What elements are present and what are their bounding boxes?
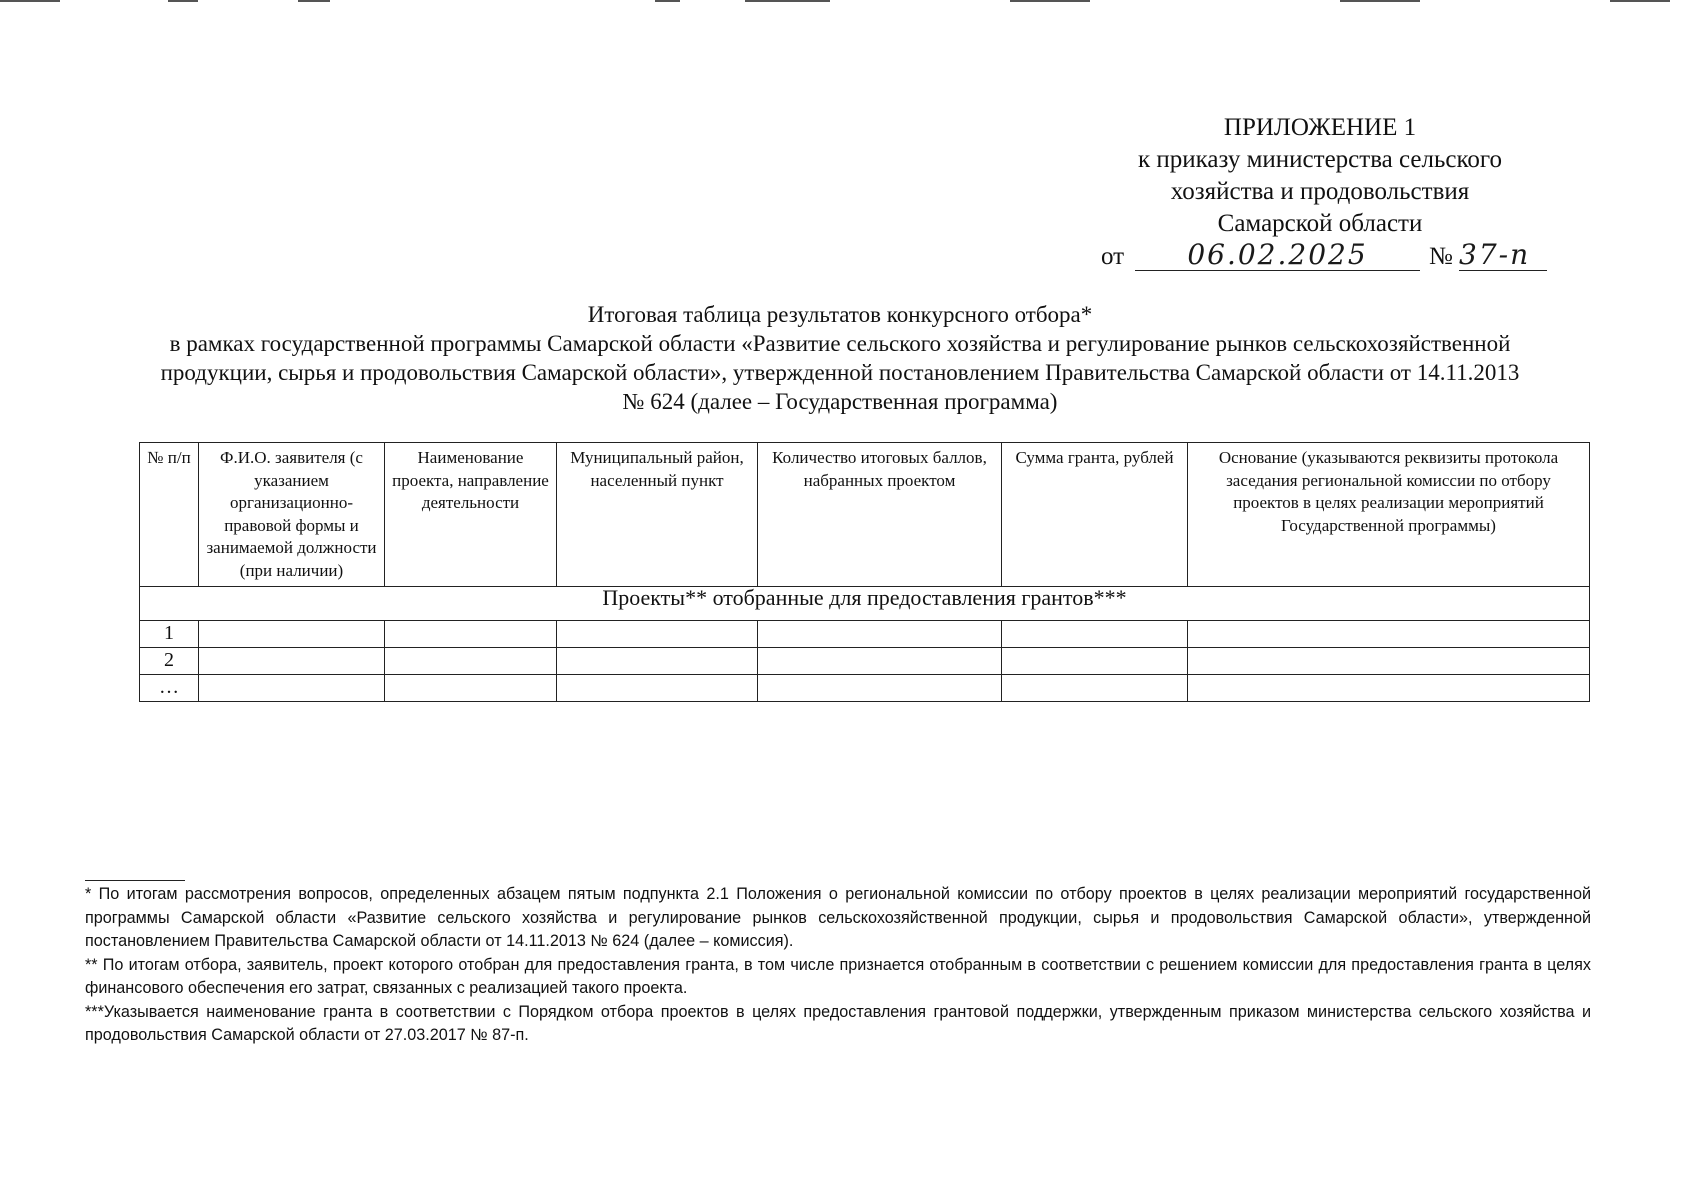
table-cell (1188, 621, 1590, 648)
scan-artifact (298, 0, 330, 2)
table-cell (1002, 648, 1188, 675)
column-header-number: № п/п (140, 443, 199, 587)
appendix-line: к приказу министерства сельского (1137, 146, 1502, 173)
appendix-line: хозяйства и продовольствия (1170, 178, 1470, 205)
scan-artifact (0, 0, 60, 2)
document-heading (100, 300, 1580, 416)
table-row (140, 675, 1590, 702)
scan-artifact (1340, 0, 1420, 2)
appendix-title: ПРИЛОЖЕНИЕ 1 (1223, 114, 1417, 141)
table-cell (199, 621, 385, 648)
heading-line: в рамках государственной программы Самарской области «Развитие сельского хозяйства и регулирование рынков сельскохозяйственной (169, 331, 1511, 356)
footnotes (85, 880, 1591, 1048)
table-header-row (140, 443, 1590, 587)
table-cell (199, 675, 385, 702)
date-label: от (1101, 243, 1125, 270)
column-header-basis: Основание (указываются реквизиты протокола заседания региональной комиссии по отбору проектов в целях реализации мероприятий Государственной программы) (1188, 443, 1590, 587)
table-cell (758, 675, 1002, 702)
table-cell (1002, 621, 1188, 648)
handwritten-date: 06.02.2025 (1135, 240, 1420, 271)
row-number: 2 (140, 648, 199, 675)
section-row (140, 587, 1590, 621)
results-table (139, 442, 1590, 702)
table-row (140, 621, 1590, 648)
number-label: № (1429, 243, 1453, 270)
footnote-3: ***Указывается наименование гранта в соответствии с Порядком отбора проектов в целях предоставления грантовой поддержки, утвержденным приказом министерства сельского хозяйства и продовольствия Самарской области от 27.03.2017 № 87-п. (85, 1002, 1591, 1044)
table-cell (1188, 675, 1590, 702)
section-title: Проекты** отобранные для предоставления грантов*** (140, 587, 1590, 621)
footnote-1: * По итогам рассмотрения вопросов, определенных абзацем пятым подпункта 2.1 Положения о региональной комиссии по отбору проектов в целях реализации мероприятий государственной программы Самарской области «Развитие сельского хозяйства и регулирование рынков сельскохозяйственной продукции, сырья и продовольствия Самарской области», утвержденной постановлением Правительства Самарской области от 14.11.2013 № 624 (далее – комиссия). (85, 885, 1591, 950)
scan-artifact (745, 0, 830, 2)
table-cell (1002, 675, 1188, 702)
table-cell (758, 621, 1002, 648)
order-date-number-line (1101, 240, 1571, 274)
heading-title: Итоговая таблица результатов конкурсного отбора* (587, 302, 1093, 327)
column-header-district: Муниципальный район, населенный пункт (557, 443, 758, 587)
heading-line: продукции, сырья и продовольствия Самарской области», утвержденной постановлением Правительства Самарской области от 14.11.2013 (160, 360, 1520, 385)
footnote-separator (85, 880, 185, 881)
column-header-applicant: Ф.И.О. заявителя (с указанием организационно-правовой формы и занимаемой должности (при наличии) (199, 443, 385, 587)
scan-artifact (1610, 0, 1670, 2)
scan-artifact (168, 0, 198, 2)
row-number: 1 (140, 621, 199, 648)
table-cell (557, 675, 758, 702)
table-cell (199, 648, 385, 675)
scan-artifact (655, 0, 680, 2)
column-header-score: Количество итоговых баллов, набранных проектом (758, 443, 1002, 587)
table-cell (758, 648, 1002, 675)
table-cell (1188, 648, 1590, 675)
appendix-line: Самарской области (1217, 210, 1423, 237)
table-cell (385, 648, 557, 675)
column-header-project-name: Наименование проекта, направление деятельности (385, 443, 557, 587)
heading-line: № 624 (далее – Государственная программа) (622, 389, 1058, 414)
table-cell (385, 675, 557, 702)
appendix-block (1080, 112, 1560, 240)
table-cell (557, 621, 758, 648)
column-header-grant-amount: Сумма гранта, рублей (1002, 443, 1188, 587)
row-number: … (140, 675, 199, 702)
scan-artifact (1010, 0, 1090, 2)
table-row (140, 648, 1590, 675)
table-cell (557, 648, 758, 675)
handwritten-number: 37-п (1459, 240, 1547, 271)
footnote-2: ** По итогам отбора, заявитель, проект которого отобран для предоставления гранта, в том числе признается отобранным в соответствии с решением комиссии для предоставления гранта в целях финансового обеспечения его затрат, связанных с реализацией такого проекта. (85, 955, 1591, 997)
table-cell (385, 621, 557, 648)
